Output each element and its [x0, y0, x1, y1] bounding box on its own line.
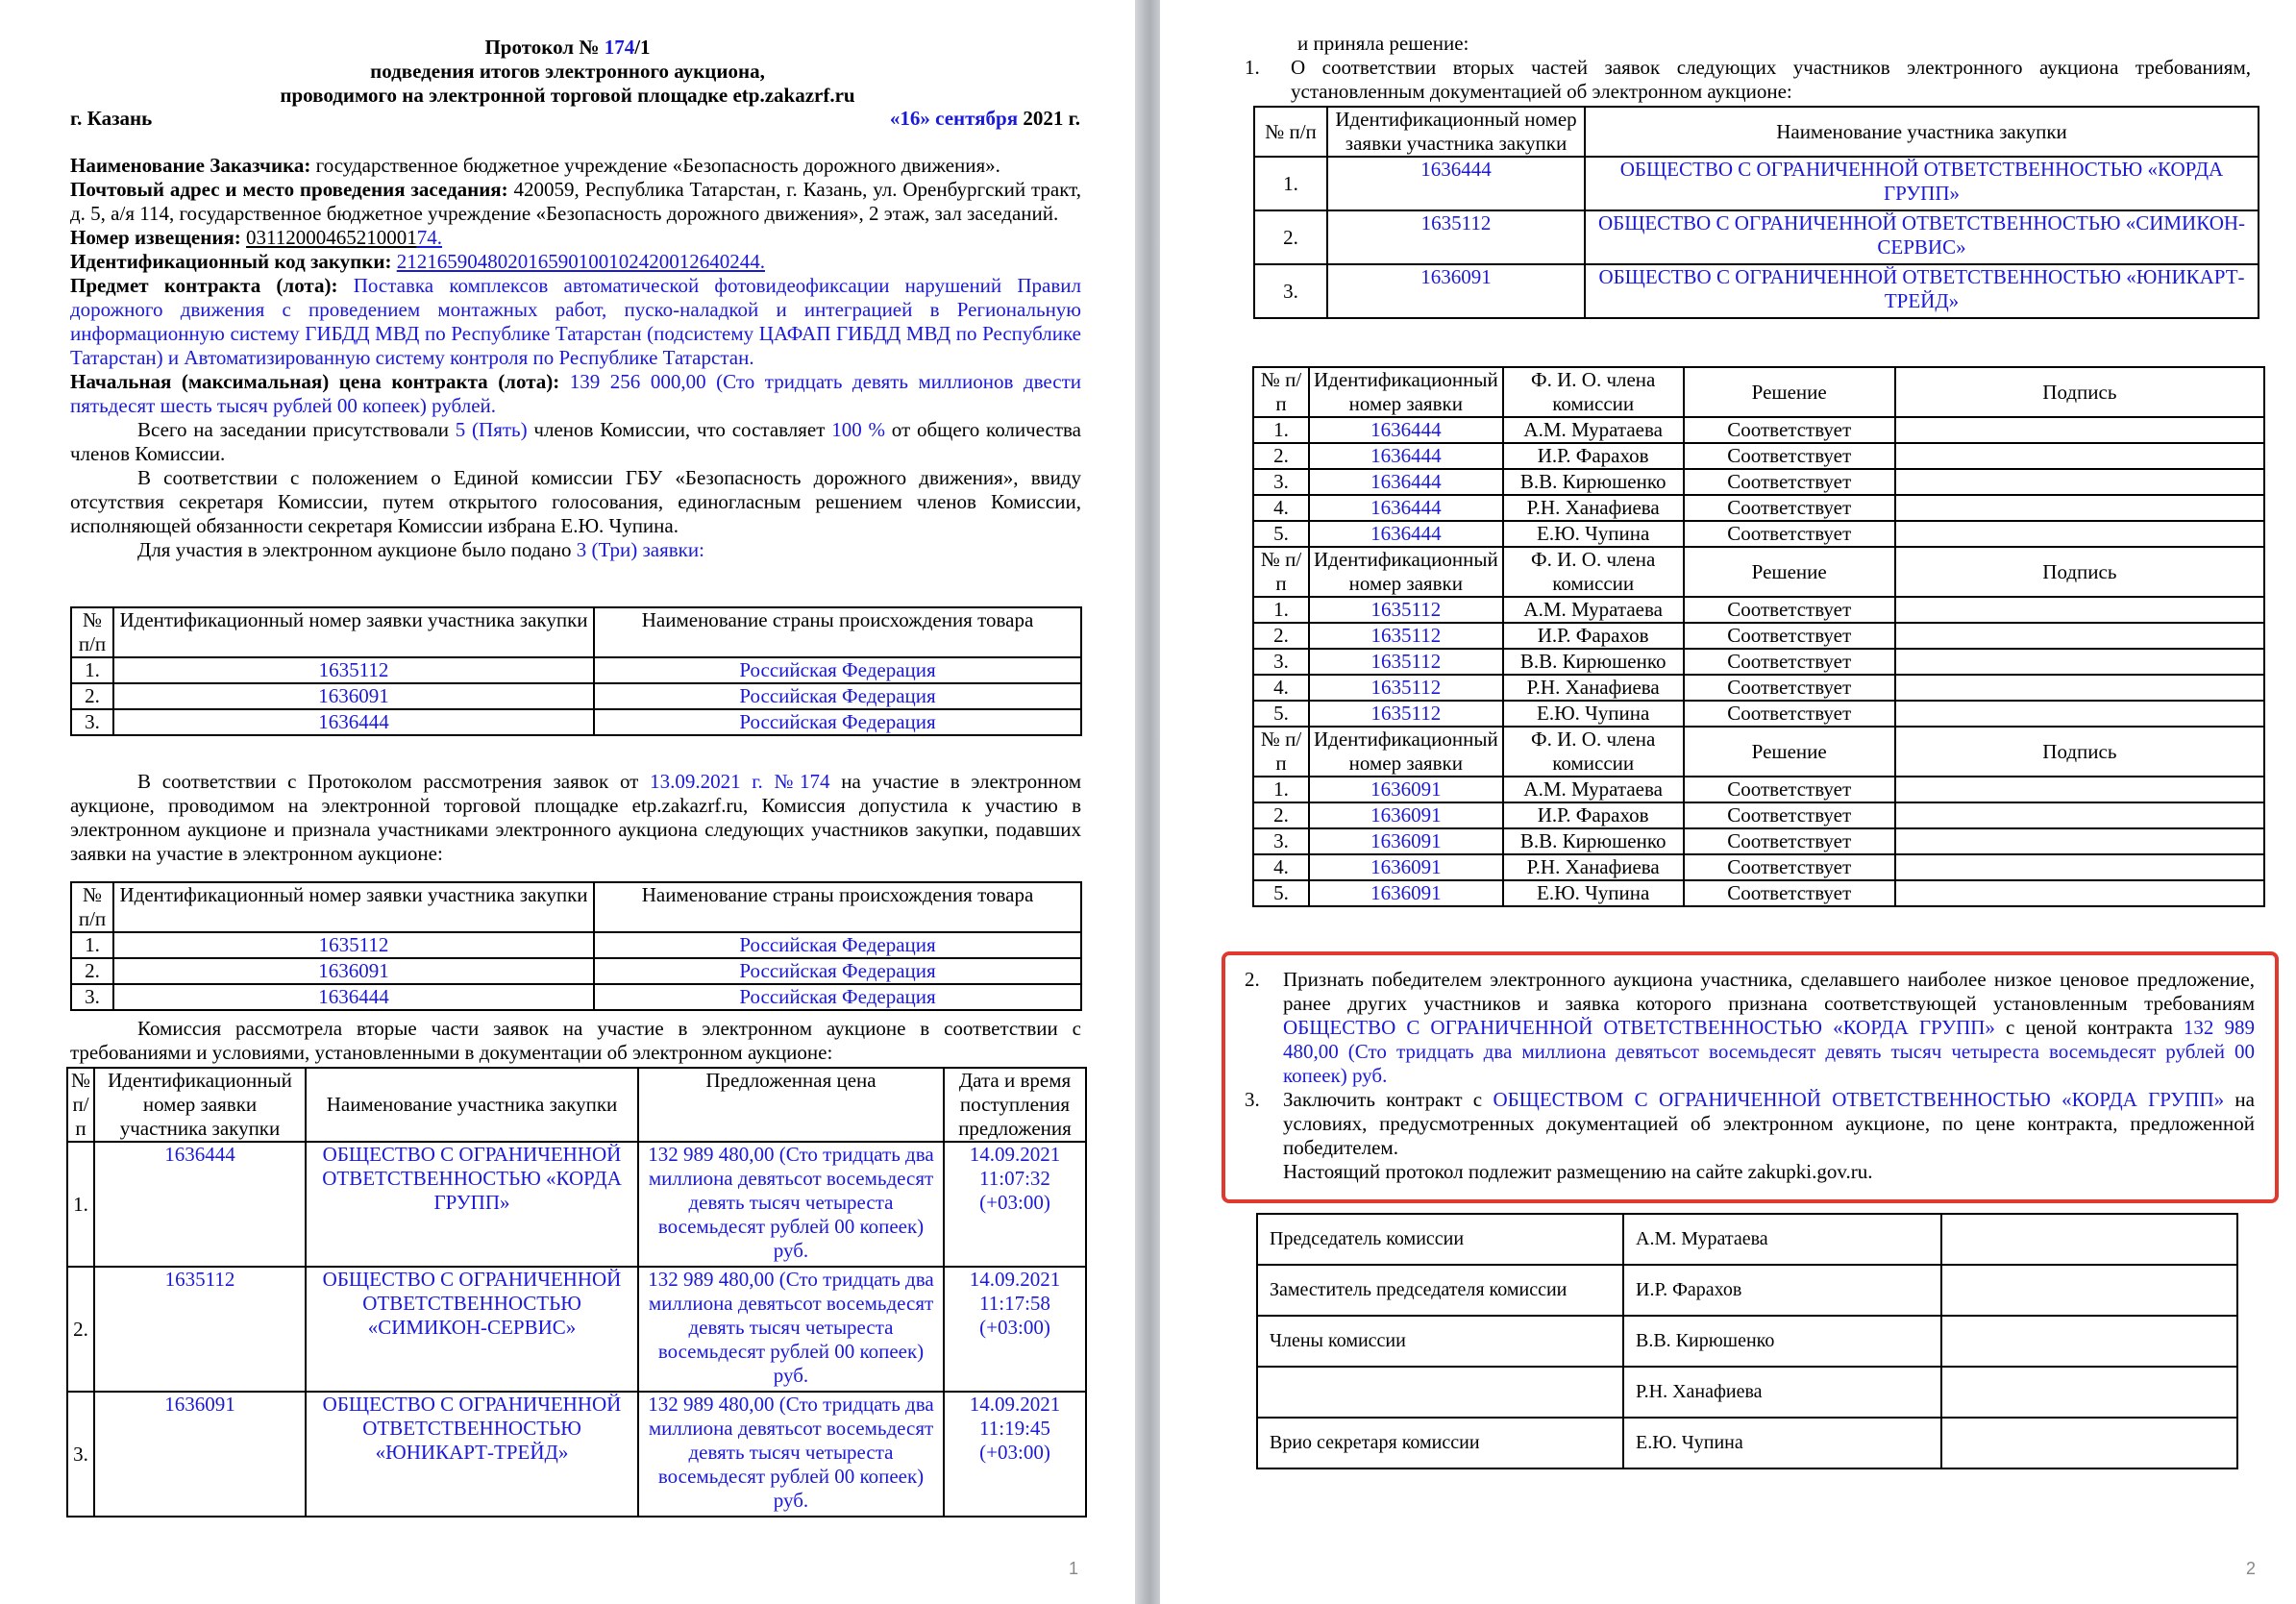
signature-cell	[1895, 469, 2264, 495]
city: г. Казань	[70, 107, 153, 130]
protocol-subtitle-1: подведения итогов электронного аукциона,	[370, 60, 765, 83]
table-row: 1. 1635112 Российская Федерация	[71, 932, 1081, 958]
table-row: 3. 1636444 Российская Федерация	[71, 709, 1081, 735]
customer-field: Наименование Заказчика: государственное бюджетное учреждение «Безопасность дорожного движения».	[70, 154, 1000, 177]
application-id: 1636444	[1309, 417, 1503, 443]
signatory-role: Врио секретаря комиссии	[1257, 1418, 1623, 1468]
signatory-role: Члены комиссии	[1257, 1316, 1623, 1367]
page-gutter-scrollbar[interactable]	[1135, 0, 1160, 1604]
row-number: 1.	[1253, 597, 1309, 623]
application-id: 1636091	[1309, 854, 1503, 880]
decision: Соответствует	[1684, 623, 1895, 649]
decision-item-3: 3. Заключить контракт с ОБЩЕСТВОМ С ОГРАНИЧЕННОЙ ОТВЕТСТВЕННОСТЬЮ «КОРДА ГРУПП» на условиях, предусмотренных документацией об электронном аукционе, по цене контракта, предложенной победителем.	[1245, 1088, 2255, 1159]
signature-cell	[1895, 495, 2264, 521]
signatory-role: Председатель комиссии	[1257, 1214, 1623, 1265]
signature-cell	[1895, 828, 2264, 854]
application-id: 1636091	[1309, 777, 1503, 802]
review-paragraph: Комиссия рассмотрела вторые части заявок на участие в электронном аукционе в соответствии с требованиями и условиями, установленными в документации об электронном аукционе:	[70, 1017, 1081, 1064]
signature-cell	[1895, 443, 2264, 469]
admission-paragraph: В соответствии с Протоколом рассмотрения заявок от 13.09.2021 г. №174 на участие в электронном аукционе, проводимом на электронной торговой площадке etp.zakazrf.ru, Комиссия допустила к участию в электронном аукционе и признала участниками электронного аукциона следующих участников закупки, подавших заявки на участие в электронном аукционе:	[70, 770, 1081, 865]
member-name: Р.Н. Ханафиева	[1503, 675, 1684, 701]
subject-field: Предмет контракта (лота): Поставка комплексов автоматической фотовидеофиксации нарушений Правил дорожного движения с проведением монтажных работ, пуско-наладкой и интеграцией в Региональную информационную систему ГИБДД МВД по Республике Татарстан (подсистему ЦАФАП ГИБДД МВД по Республике Татарстан) и Автоматизированную систему контроля по Республике Татарстан.	[70, 274, 1082, 369]
application-id: 1636091	[1309, 828, 1503, 854]
table-row: 1. 1636444 ОБЩЕСТВО С ОГРАНИЧЕННОЙ ОТВЕТСТВЕННОСТЬЮ «КОРДА ГРУПП»	[1254, 157, 2259, 210]
member-name: Е.Ю. Чупина	[1503, 701, 1684, 727]
signature-row	[1257, 1418, 2237, 1468]
table-row	[1253, 597, 2264, 623]
row-number: 2.	[1253, 623, 1309, 649]
table-header-row: № п/п Идентификационный номер заявки участника закупки Наименование страны происхождения товара	[71, 882, 1081, 932]
member-name: И.Р. Фарахов	[1503, 623, 1684, 649]
application-id: 1635112	[1309, 675, 1503, 701]
commission-votes-table	[1252, 366, 2265, 907]
secretary-paragraph: В соответствии с положением о Единой комиссии ГБУ «Безопасность дорожного движения», ввиду отсутствия секретаря Комиссии, путем открытого голосования, единогласным решением членов Комиссии, исполняющей обязанности секретаря Комиссии избрана Е.Ю. Чупина.	[70, 466, 1081, 537]
signature-cell	[1895, 521, 2264, 547]
signature-cell	[1895, 701, 2264, 727]
table-row: 2. 1636091 Российская Федерация	[71, 683, 1081, 709]
table-row	[1253, 802, 2264, 828]
table-row	[1253, 469, 2264, 495]
table-row: 2. 1635112 ОБЩЕСТВО С ОГРАНИЧЕННОЙ ОТВЕТСТВЕННОСТЬЮ «СИМИКОН-СЕРВИС» 132 989 480,00 (Сто тридцать два миллиона девятьсот восемьдесят девять тысяч четыреста восемьдесят рублей 00 копеек) руб. 14.09.2021 11:17:58 (+03:00)	[67, 1267, 1086, 1392]
application-id: 1636444	[1309, 521, 1503, 547]
signature-cell	[1895, 802, 2264, 828]
signature-cell	[1895, 597, 2264, 623]
decision: Соответствует	[1684, 675, 1895, 701]
row-number: 3.	[1253, 469, 1309, 495]
member-name: В.В. Кирюшенко	[1503, 649, 1684, 675]
notice-number-field: Номер извещения: 0311200046521000174.	[70, 226, 443, 249]
table-row	[1253, 828, 2264, 854]
applications-table	[70, 606, 1082, 736]
table-header-row: № п/п Идентификационный номер заявки участника закупки Наименование страны происхождения товара	[71, 607, 1081, 657]
row-number: 2.	[1253, 802, 1309, 828]
signature-cell	[1941, 1316, 2237, 1367]
application-id: 1636091	[1309, 802, 1503, 828]
application-id: 1636444	[1309, 495, 1503, 521]
decision: Соответствует	[1684, 469, 1895, 495]
signature-cell	[1895, 649, 2264, 675]
initial-price-field: Начальная (максимальная) цена контракта (лота): 139 256 000,00 (Сто тридцать девять миллионов двести пятьдесят шесть тысяч рублей 00 копеек) рублей.	[70, 370, 1081, 417]
table-header-row: № п/п Идентификационный номер заявки участника закупки Наименование участника закупки	[1254, 107, 2259, 157]
header-fields	[70, 154, 1081, 562]
document-page-2	[1160, 0, 2296, 1604]
table-row	[1253, 701, 2264, 727]
admitted-participants-table	[70, 881, 1082, 1011]
ikz-link[interactable]: 212165904802016590100102420012640244.	[396, 250, 765, 273]
decision: Соответствует	[1684, 649, 1895, 675]
decision: Соответствует	[1684, 597, 1895, 623]
table-row	[1253, 649, 2264, 675]
row-number: 4.	[1253, 495, 1309, 521]
signature-row	[1257, 1367, 2237, 1418]
applications-paragraph: Для участия в электронном аукционе было подано 3 (Три) заявки:	[137, 538, 704, 561]
signature-cell	[1895, 417, 2264, 443]
table-row	[1253, 880, 2264, 906]
table-header-row: № п/п Идентификационный номер заявки участника закупки Наименование участника закупки Предложенная цена Дата и время поступления предложения	[67, 1068, 1086, 1142]
member-name: Р.Н. Ханафиева	[1503, 495, 1684, 521]
table-row: 1. 1635112 Российская Федерация	[71, 657, 1081, 683]
member-name: Е.Ю. Чупина	[1503, 521, 1684, 547]
row-number: 5.	[1253, 880, 1309, 906]
row-number: 4.	[1253, 675, 1309, 701]
table-row	[1253, 521, 2264, 547]
signature-cell	[1941, 1265, 2237, 1316]
signature-cell	[1941, 1214, 2237, 1265]
signature-row	[1257, 1265, 2237, 1316]
application-id: 1635112	[1309, 649, 1503, 675]
application-id: 1636091	[1309, 880, 1503, 906]
member-name: И.Р. Фарахов	[1503, 802, 1684, 828]
table-header-row: № п/п Идентификационный номер заявки Ф. И. О. члена комиссии Решение Подпись	[1253, 547, 2264, 597]
signatory-role: Заместитель председателя комиссии	[1257, 1265, 1623, 1316]
table-row: 2. 1635112 ОБЩЕСТВО С ОГРАНИЧЕННОЙ ОТВЕТСТВЕННОСТЬЮ «СИМИКОН-СЕРВИС»	[1254, 210, 2259, 264]
page-number: 1	[1069, 1559, 1079, 1578]
table-row: 3. 1636091 ОБЩЕСТВО С ОГРАНИЧЕННОЙ ОТВЕТСТВЕННОСТЬЮ «ЮНИКАРТ-ТРЕЙД» 132 989 480,00 (Сто тридцать два миллиона девятьсот восемьдесят девять тысяч четыреста восемьдесят рублей 00 копеек) руб. 14.09.2021 11:19:45 (+03:00)	[67, 1392, 1086, 1517]
member-name: В.В. Кирюшенко	[1503, 469, 1684, 495]
member-name: А.М. Муратаева	[1503, 777, 1684, 802]
row-number: 5.	[1253, 701, 1309, 727]
member-name: А.М. Муратаева	[1503, 417, 1684, 443]
member-name: Е.Ю. Чупина	[1503, 880, 1684, 906]
decision-intro: и приняла решение:	[1297, 32, 1469, 55]
protocol-date: «16» сентября 2021 г.	[889, 107, 1080, 130]
decision: Соответствует	[1684, 828, 1895, 854]
table-row	[1253, 443, 2264, 469]
decision: Соответствует	[1684, 495, 1895, 521]
decision: Соответствует	[1684, 521, 1895, 547]
signatory-name: В.В. Кирюшенко	[1623, 1316, 1941, 1367]
signature-row	[1257, 1214, 2237, 1265]
application-id: 1636444	[1309, 469, 1503, 495]
signatory-role	[1257, 1367, 1623, 1418]
signatory-name: А.М. Муратаева	[1623, 1214, 1941, 1265]
row-number: 5.	[1253, 521, 1309, 547]
application-id: 1635112	[1309, 701, 1503, 727]
decision: Соответствует	[1684, 701, 1895, 727]
signature-cell	[1895, 623, 2264, 649]
signatures-table	[1256, 1213, 2238, 1469]
table-row	[1253, 495, 2264, 521]
row-number: 1.	[1253, 777, 1309, 802]
table-row	[1253, 675, 2264, 701]
publication-note: Настоящий протокол подлежит размещению на сайте zakupki.gov.ru.	[1283, 1160, 1873, 1183]
table-header-row: № п/п Идентификационный номер заявки Ф. И. О. члена комиссии Решение Подпись	[1253, 727, 2264, 777]
signature-cell	[1895, 675, 2264, 701]
signatory-name: Р.Н. Ханафиева	[1623, 1367, 1941, 1418]
row-number: 1.	[1253, 417, 1309, 443]
page-number: 2	[2246, 1559, 2257, 1578]
signature-cell	[1895, 777, 2264, 802]
compliant-participants-table	[1253, 106, 2259, 319]
decision: Соответствует	[1684, 777, 1895, 802]
document-page-1	[0, 0, 1135, 1604]
application-id: 1636444	[1309, 443, 1503, 469]
signatory-name: И.Р. Фарахов	[1623, 1265, 1941, 1316]
table-header-row: № п/п Идентификационный номер заявки Ф. И. О. члена комиссии Решение Подпись	[1253, 367, 2264, 417]
member-name: И.Р. Фарахов	[1503, 443, 1684, 469]
member-name: В.В. Кирюшенко	[1503, 828, 1684, 854]
member-name: Р.Н. Ханафиева	[1503, 854, 1684, 880]
signatory-name: Е.Ю. Чупина	[1623, 1418, 1941, 1468]
application-id: 1635112	[1309, 597, 1503, 623]
decision-items-2-3	[1245, 968, 2255, 1184]
table-row: 3. 1636444 Российская Федерация	[71, 984, 1081, 1010]
notice-number-link[interactable]: 03112000465210001	[246, 226, 417, 249]
row-number: 4.	[1253, 854, 1309, 880]
signature-row	[1257, 1316, 2237, 1367]
row-number: 3.	[1253, 649, 1309, 675]
decision: Соответствует	[1684, 880, 1895, 906]
row-number: 3.	[1253, 828, 1309, 854]
signature-cell	[1895, 880, 2264, 906]
row-number: 2.	[1253, 443, 1309, 469]
signature-cell	[1895, 854, 2264, 880]
protocol-subtitle-2: проводимого на электронной торговой площадке etp.zakazrf.ru	[280, 84, 855, 107]
decision-item-1: 1. О соответствии вторых частей заявок следующих участников электронного аукциона требованиям, установленным документацией об электронном аукционе:	[1245, 56, 2251, 103]
decision-item-2: 2. Признать победителем электронного аукциона участника, сделавшего наиболее низкое ценовое предложение, ранее других участников и заявка которого признана соответствующей установленным требованиям ОБЩЕСТВО С ОГРАНИЧЕННОЙ ОТВЕТСТВЕННОСТЬЮ «КОРДА ГРУПП» с ценой контракта 132 989 480,00 (Сто тридцать два миллиона девятьсот восемьдесят девять тысяч четыреста восемьдесят рублей 00 копеек) руб.	[1245, 968, 2256, 1087]
table-row	[1253, 854, 2264, 880]
signature-cell	[1941, 1418, 2237, 1468]
table-row: 2. 1636091 Российская Федерация	[71, 958, 1081, 984]
ikz-field: Идентификационный код закупки: 212165904802016590100102420012640244.	[70, 250, 765, 273]
decision: Соответствует	[1684, 443, 1895, 469]
protocol-number: 174	[604, 36, 635, 59]
application-id: 1635112	[1309, 623, 1503, 649]
signature-cell	[1941, 1367, 2237, 1418]
table-row: 3. 1636091 ОБЩЕСТВО С ОГРАНИЧЕННОЙ ОТВЕТСТВЕННОСТЬЮ «ЮНИКАРТ-ТРЕЙД»	[1254, 264, 2259, 318]
member-name: А.М. Муратаева	[1503, 597, 1684, 623]
table-row: 1. 1636444 ОБЩЕСТВО С ОГРАНИЧЕННОЙ ОТВЕТСТВЕННОСТЬЮ «КОРДА ГРУПП» 132 989 480,00 (Сто тридцать два миллиона девятьсот восемьдесят девять тысяч четыреста восемьдесят рублей 00 копеек) руб. 14.09.2021 11:07:32 (+03:00)	[67, 1142, 1086, 1267]
decision: Соответствует	[1684, 854, 1895, 880]
decision: Соответствует	[1684, 802, 1895, 828]
table-row	[1253, 623, 2264, 649]
price-offers-table	[66, 1067, 1087, 1518]
attendance-paragraph: Всего на заседании присутствовали 5 (Пять) членов Комиссии, что составляет 100 % от общего количества членов Комиссии.	[70, 418, 1081, 465]
protocol-title: Протокол № 174/1	[484, 36, 651, 59]
table-row	[1253, 417, 2264, 443]
address-field: Почтовый адрес и место проведения заседания: 420059, Республика Татарстан, г. Казань, ул. Оренбургский тракт, д. 5, а/я 114, государственное бюджетное учреждение «Безопасность дорожного движения», 2 этаж, зал заседаний.	[70, 178, 1081, 225]
decision: Соответствует	[1684, 417, 1895, 443]
table-row	[1253, 777, 2264, 802]
